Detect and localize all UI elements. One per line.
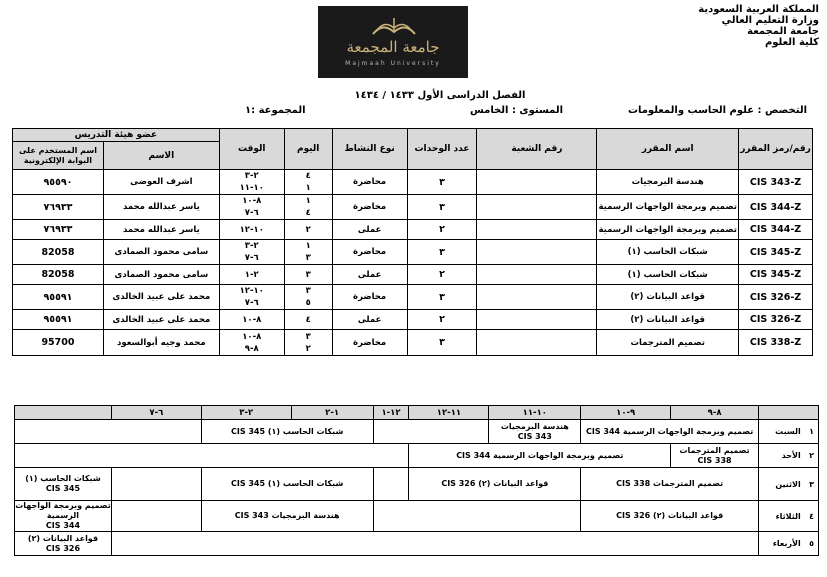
slot-tue-1: قواعد البيانات (٢) CIS 326 (581, 501, 759, 532)
class-day: ١ ٤ (284, 195, 332, 220)
slot-sun-2: تصميم وبرمجة الواجهات الرسمية CIS 344 (409, 444, 671, 468)
course-name: تصميم وبرمجة الواجهات الرسمية (597, 220, 739, 240)
course-name: تصميم وبرمجة الواجهات الرسمية (597, 195, 739, 220)
col-staff-group: عضو هيئة التدريس (13, 129, 220, 142)
course-name: شبكات الحاسب (١) (597, 240, 739, 265)
time-slot: ٨-٩ (671, 406, 759, 420)
time-slot: ٦-٧ (111, 406, 201, 420)
course-row (13, 285, 813, 310)
day-wednesday: ٥ الأربعاء (759, 532, 819, 556)
slot-mon-2: قواعد البيانات (٢) CIS 326 (409, 468, 581, 501)
slot-mon-empty (373, 468, 409, 501)
institution-header (698, 4, 819, 48)
section-number (477, 170, 597, 195)
slot-wed-1: قواعد البيانات (٢) CIS 326 (15, 532, 112, 556)
course-row (13, 330, 813, 356)
slot-wed-empty (111, 532, 758, 556)
slot-sun-1: تصميم المترجمات CIS 338 (671, 444, 759, 468)
portal-username: ٩٥٥٩١ (13, 310, 104, 330)
college-label: كلية العلوم (764, 37, 819, 48)
col-time: الوقت (219, 129, 284, 170)
instructor-name: ياسر عبدالله محمد (103, 195, 219, 220)
section-number (477, 240, 597, 265)
activity-type: محاضرة (332, 170, 407, 195)
class-time: ٨-١٠ ٨-٩ (219, 330, 284, 356)
ministry-label: وزارة التعليم العالي (721, 15, 819, 26)
class-time: ٨-١٠ (219, 310, 284, 330)
course-row (13, 220, 813, 240)
courses-table (12, 128, 813, 356)
activity-type: عملى (332, 220, 407, 240)
credit-units: ٣ (407, 170, 477, 195)
activity-type: عملى (332, 265, 407, 285)
instructor-name: سامى محمود الصمادى (103, 240, 219, 265)
credit-units: ٣ (407, 285, 477, 310)
time-slot: ١-٢ (291, 406, 373, 420)
slot-mon-1: تصميم المترجمات CIS 338 (581, 468, 759, 501)
course-code: CIS 345-Z (739, 240, 813, 265)
class-time: ٨-١٠ ٦-٧ (219, 195, 284, 220)
section-number (477, 265, 597, 285)
col-section: رقم الشعبة (477, 129, 597, 170)
activity-type: محاضرة (332, 195, 407, 220)
activity-type: محاضرة (332, 330, 407, 356)
slot-sun-empty (15, 444, 409, 468)
day-sunday: ٢ الأحد (759, 444, 819, 468)
logo-english-text: Majmaah University (345, 60, 441, 67)
slot-sat-2: هندسة البرمجيات CIS 343 (489, 420, 581, 444)
slot-mon-empty2 (111, 468, 201, 501)
credit-units: ٣ (407, 240, 477, 265)
instructor-name: محمد على عبيد الخالدى (103, 285, 219, 310)
slot-tue-2: هندسة البرمجيات CIS 343 (201, 501, 373, 532)
course-row (13, 195, 813, 220)
class-day: ٣ ٢ (284, 330, 332, 356)
class-time: ١٠-١٢ ٦-٧ (219, 285, 284, 310)
course-code: CIS 326-Z (739, 285, 813, 310)
col-activity: نوع النشاط (332, 129, 407, 170)
course-row (13, 310, 813, 330)
university-label: جامعة المجمعة (747, 26, 819, 37)
class-time: ١٠-١٢ (219, 220, 284, 240)
course-row (13, 265, 813, 285)
col-staff-name: الاسم (103, 142, 219, 170)
col-course-name: اسم المقرر (597, 129, 739, 170)
activity-type: محاضرة (332, 285, 407, 310)
course-name: تصميم المترجمات (597, 330, 739, 356)
instructor-name: اشرف العوضى (103, 170, 219, 195)
course-code: CIS 338-Z (739, 330, 813, 356)
logo-arabic-text: جامعة المجمعة (346, 38, 440, 56)
course-name: قواعد البيانات (٢) (597, 285, 739, 310)
instructor-name: محمد وجيه أبوالسعود (103, 330, 219, 356)
instructor-name: سامى محمود الصمادى (103, 265, 219, 285)
group-label: المجموعة :١ (245, 105, 306, 116)
col-day: اليوم (284, 129, 332, 170)
credit-units: ٢ (407, 220, 477, 240)
course-code: CIS 344-Z (739, 220, 813, 240)
class-time: ٢-١ (219, 265, 284, 285)
time-slot: ٢-٣ (201, 406, 291, 420)
slot-tue-empty (373, 501, 581, 532)
col-portal-user: اسم المستخدم على البوابة الإلكترونية (13, 142, 104, 170)
course-code: CIS 345-Z (739, 265, 813, 285)
course-row (13, 170, 813, 195)
course-code: CIS 344-Z (739, 195, 813, 220)
time-slot-blank (15, 406, 112, 420)
slot-sat-1: تصميم وبرمجة الواجهات الرسمية CIS 344 (581, 420, 759, 444)
portal-username: 82058 (13, 265, 104, 285)
kingdom-label: المملكة العربية السعودية (698, 4, 819, 15)
time-slot: ١٠-١١ (489, 406, 581, 420)
credit-units: ٢ (407, 310, 477, 330)
activity-type: محاضرة (332, 240, 407, 265)
class-day: ٢ (284, 220, 332, 240)
slot-sat-3: شبكات الحاسب (١) CIS 345 (201, 420, 373, 444)
col-units: عدد الوحدات (407, 129, 477, 170)
instructor-name: محمد على عبيد الخالدى (103, 310, 219, 330)
section-number (477, 310, 597, 330)
instructor-name: ياسر عبدالله محمد (103, 220, 219, 240)
time-slot: ١١-١٢ (409, 406, 489, 420)
course-code: CIS 343-Z (739, 170, 813, 195)
level-label: المستوى : الخامس (470, 105, 564, 116)
class-day: ٣ ٥ (284, 285, 332, 310)
course-rows (13, 170, 813, 356)
col-code: رقم/رمز المقرر (739, 129, 813, 170)
section-number (477, 220, 597, 240)
class-time: ٢-٣ ٦-٧ (219, 240, 284, 265)
day-monday: ٣ الاثنين (759, 468, 819, 501)
portal-username: 82058 (13, 240, 104, 265)
activity-type: عملى (332, 310, 407, 330)
corner-cell (759, 406, 819, 420)
portal-username: ٩٥٥٩٠ (13, 170, 104, 195)
class-time: ٢-٣ ١٠-١١ (219, 170, 284, 195)
course-row (13, 240, 813, 265)
portal-username: ٧٦٩٣٣ (13, 220, 104, 240)
credit-units: ٢ (407, 265, 477, 285)
course-name: شبكات الحاسب (١) (597, 265, 739, 285)
section-number (477, 330, 597, 356)
portal-username: 95700 (13, 330, 104, 356)
class-day: ٤ ١ (284, 170, 332, 195)
time-slot: ٩-١٠ (581, 406, 671, 420)
credit-units: ٣ (407, 330, 477, 356)
specialization-label: التخصص : علوم الحاسب والمعلومات (627, 105, 807, 116)
course-name: قواعد البيانات (٢) (597, 310, 739, 330)
portal-username: ٩٥٥٩١ (13, 285, 104, 310)
portal-username: ٧٦٩٣٣ (13, 195, 104, 220)
book-icon (371, 16, 417, 38)
weekly-timetable (14, 405, 819, 556)
class-day: ٣ (284, 265, 332, 285)
time-slot: ١٢-١ (373, 406, 409, 420)
course-name: هندسة البرمجيات (597, 170, 739, 195)
slot-sat-empty (373, 420, 489, 444)
credit-units: ٣ (407, 195, 477, 220)
slot-tue-3: تصميم وبرمجة الواجهات الرسمية CIS 344 (15, 501, 111, 530)
day-tuesday: ٤ الثلاثاء (759, 501, 819, 532)
class-day: ٤ (284, 310, 332, 330)
slot-mon-4: شبكات الحاسب (١) CIS 345 (15, 468, 112, 501)
university-logo (318, 6, 468, 78)
day-saturday: ١ السبت (759, 420, 819, 444)
slot-sat-empty2 (15, 420, 202, 444)
slot-mon-3: شبكات الحاسب (١) CIS 345 (201, 468, 373, 501)
section-number (477, 195, 597, 220)
section-number (477, 285, 597, 310)
semester-title: الفصل الدراسى الأول ١٤٣٣ / ١٤٣٤ (354, 90, 526, 101)
class-day: ١ ٣ (284, 240, 332, 265)
slot-tue-empty2 (111, 501, 201, 532)
course-code: CIS 326-Z (739, 310, 813, 330)
